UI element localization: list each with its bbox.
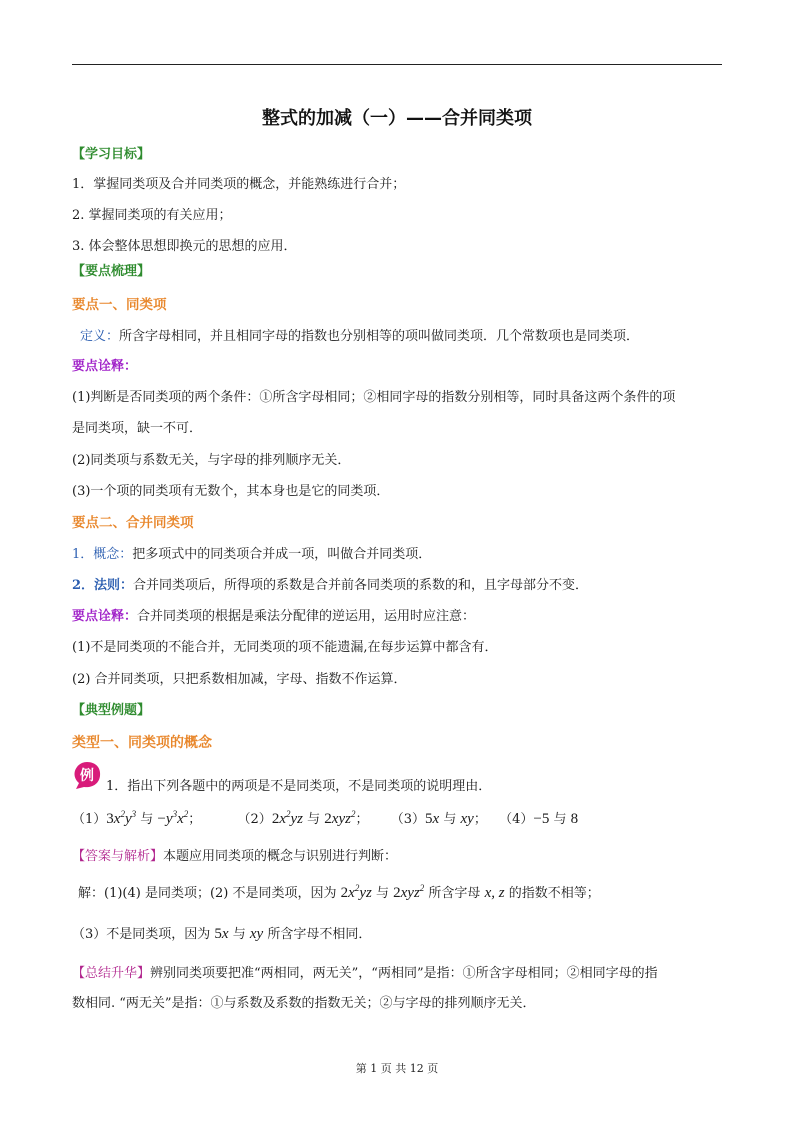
answer-line [72,848,397,866]
point2-concept-line [72,546,431,564]
solution-line-1 [78,884,600,903]
answer-text: 本题应用同类项的概念与识别进行判断： [163,849,398,864]
rule-label: 2．法则： [72,578,134,593]
point1-note-1a: (1)判断是否同类项的两个条件：①所含字母相同；②相同字母的指数分别相等，同时具备这两个条件的项 [72,390,676,405]
point1-note-1b: 是同类项，缺一不可． [72,421,203,436]
solution-c: 的指数不相等； [508,886,600,901]
point2-note-1: (1)不是同类项的不能合并，无同类项的项不能遗漏,在每步运算中都含有． [72,640,498,655]
point2-note-line [72,608,475,626]
solution-vars: x, z [484,885,505,901]
solution-and: 与 [375,886,389,901]
summary-line-2: 数相同. “两无关”是指：①与系数及系数的指数无关；②与字母的排列顺序无关． [72,996,536,1011]
rule-text: 合并同类项后，所得项的系数是合并前各同类项的系数的和，且字母部分不变． [133,578,589,593]
section-heading-examples: 【典型例题】 [72,703,151,718]
item2-expr-a: $2x^2yz$ [271,809,303,827]
type1-title: 类型一、同类项的概念 [72,735,212,751]
item3-expr-b: xy [460,811,474,827]
goal-item-2: 2. 掌握同类项的有关应用； [72,208,232,223]
section-heading-goals: 【学习目标】 [72,147,151,162]
item3-end: ； [473,812,487,827]
solution2-expr-b: xy [249,926,264,942]
definition-line [80,328,639,346]
item2-and: 与 [307,812,321,827]
item2-expr-b: 2xyz$^2$ [324,809,356,827]
summary-text-1: 辨别同类项要把准“两相同，两无关”，“两相同”是指：①所含字母相同；②相同字母的指 [150,966,658,981]
point1-title: 要点一、同类项 [72,297,167,313]
concept-text: 把多项式中的同类项合并成一项，叫做合并同类项． [132,547,432,562]
point1-note-title: 要点诠释： [72,359,138,374]
item4-expr-a: −5 [533,811,550,827]
goal-item-1: 1．掌握同类项及合并同类项的概念，并能熟练进行合并； [72,177,406,192]
answer-label: 【答案与解析】 [72,849,164,864]
point2-note-label: 要点诠释： [72,609,138,624]
definition-text: 所含字母相同，并且相同字母的指数也分别相等的项叫做同类项．几个常数项也是同类项． [119,329,640,344]
solution2-and: 与 [232,927,246,942]
point2-rule-line [72,577,588,595]
goal-item-3: 3. 体会整体思想即换元的思想的应用． [72,239,297,254]
summary-label: 【总结升华】 [72,966,151,981]
summary-line-1 [72,965,658,983]
item3-expr-a: 5x [425,811,440,827]
point2-note-text: 合并同类项的根据是乘法分配律的逆运用，运用时应注意： [137,609,476,624]
point1-note-2: (2)同类项与系数无关，与字母的排列顺序无关． [72,453,351,468]
point2-title: 要点二、合并同类项 [72,515,194,531]
item1-expr-a: $3x^2y^3$ [106,809,137,827]
item1-and: 与 [140,812,154,827]
solution2-a: （3）不是同类项，因为 [72,927,211,942]
concept-label: 1．概念： [72,547,133,562]
solution2-b: 所含字母不相同． [267,927,372,942]
example1-text: 1．指出下列各题中的两项是不是同类项，不是同类项的说明理由． [106,779,492,794]
badge-char: 例 [80,768,94,784]
item1-label: （1） [72,812,107,827]
solution2-expr-a: 5x [214,926,229,942]
example1-items: $(1)3x^2y^3$ 与 $-y^3x^2$； $(2)2x^2yz$ 与 2xyz$^2$； （3）5x 与 xy； （4）−5 与 8 [72,809,579,827]
section-heading-points: 【要点梳理】 [72,264,151,279]
item2-label: （2） [237,812,272,827]
solution-expr-b: 2xyz$^2$ [393,883,425,901]
solution-expr-a: $2x^2yz$ [340,883,372,901]
example-badge-icon [72,760,102,790]
definition-label: 定义： [80,329,120,344]
item3-label: （3） [390,812,426,827]
header-rule [72,64,722,65]
item4-label: （4） [499,812,534,827]
page-title: 整式的加减（一）——合并同类项 [262,108,532,129]
point2-note-2: (2) 合并同类项，只把系数相加减，字母、指数不作运算． [72,672,407,687]
item3-and: 与 [443,812,457,827]
page-footer: 第 1 页 共 12 页 [355,1062,439,1075]
item4-and: 与 [553,812,567,827]
solution-b: 所含字母 [428,886,481,901]
item1-expr-b: $-y^3x^2$ [157,809,189,827]
solution-a: 解：(1)(4) 是同类项；(2) 不是同类项，因为 [78,886,337,901]
solution-line-2 [72,925,371,944]
item4-expr-b: 8 [570,811,579,827]
point1-note-3: (3)一个项的同类项有无数个，其本身也是它的同类项． [72,484,390,499]
